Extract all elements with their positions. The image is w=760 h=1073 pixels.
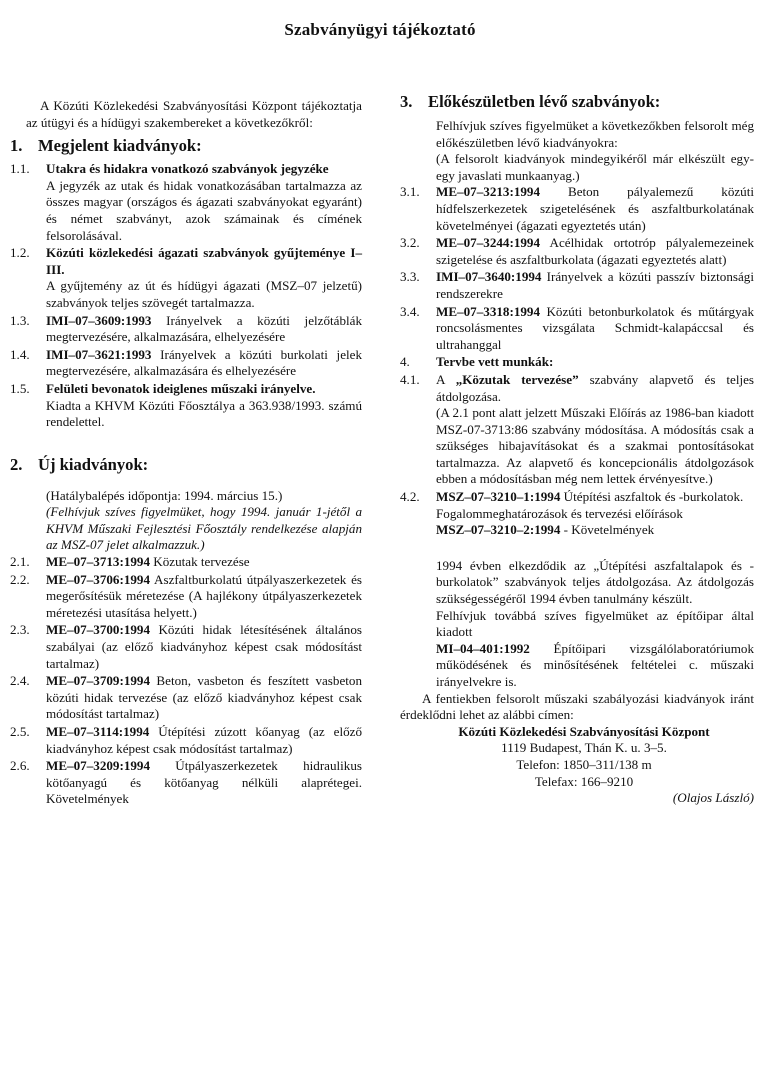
item-text: Irányelvek a közúti jelzőtáblák megtervezésére, alkalmazására, elhelyezésére bbox=[46, 312, 362, 345]
standard-code: ME–07–3209:1994 bbox=[46, 758, 151, 774]
standard-code: IMI–07–3640:1994 bbox=[436, 269, 542, 285]
list-item bbox=[10, 572, 362, 622]
item-number: 4.1. bbox=[400, 371, 420, 387]
item-note: (A 2.1 pont alatt jelzett Műszaki Előírás az 1986-ban kiadott MSZ-07-3713:86 szabvány módosítása. A módosítás csak a szükséges hibajavításokat és a szakmai pontosításokat tartalmazza. Az alapvető és koncepcionális átdolgozások ebben a módosításban még nem lettek érvényesítve.) bbox=[436, 405, 754, 487]
section-title: Tervbe vett munkák: bbox=[436, 354, 554, 370]
item-number: 1.5. bbox=[10, 380, 30, 396]
page-title: Szabványügyi tájékoztató bbox=[284, 20, 476, 39]
item-text: Útépítési zúzott kőanyag (az előző kiadványhoz képest csak módosítást tartalmaz) bbox=[46, 724, 362, 756]
item-title: Utakra és hidakra vonatkozó szabványok jegyzéke bbox=[46, 161, 329, 177]
list-item bbox=[400, 304, 754, 354]
list-item bbox=[10, 622, 362, 672]
list-item bbox=[400, 269, 754, 302]
standard-code: MI–04–401:1992 bbox=[436, 640, 530, 656]
item-number: 2.6. bbox=[10, 758, 30, 774]
standard-code: ME–07–3213:1994 bbox=[436, 184, 541, 200]
item-subtitle: Fogalommeghatározások és tervezési előírások bbox=[436, 505, 683, 521]
closing-paragraph: 1994 évben elkezdődik az „Útépítési aszfaltalapok és -burkolatok” szabványok teljes átdolgozása. Az átdolgozás szükségességéről 1994 évben tanulmány készült. bbox=[436, 557, 754, 607]
item-number: 3.2. bbox=[400, 235, 420, 251]
item-text: Útpályaszerkezetek hidraulikus kötőanyagú és kötőanyag nélküli alaprétegei. Követelmények bbox=[46, 758, 362, 807]
notice-text: (Felhívjuk szíves figyelmüket, hogy 1994. január 1-jétől a KHVM Műszaki Fejlesztési Főosztály rendelkezése alapján az MSZ-07 jelet alkalmazzuk.) bbox=[46, 504, 362, 553]
list-item bbox=[10, 758, 362, 808]
item-number: 1.4. bbox=[10, 346, 30, 362]
item-number: 1.2. bbox=[10, 245, 30, 261]
standard-code: ME–07–3713:1994 bbox=[46, 554, 151, 570]
item-text: Aszfaltburkolatú útpályaszerkezetek és megerősítésük méretezése (A hajlékony útpályaszerkezetek méretezési utasítása helyett.) bbox=[46, 571, 362, 620]
item-text: Irányelvek a közúti passzív biztonsági rendszerekre bbox=[436, 269, 754, 301]
standard-code: IMI–07–3609:1993 bbox=[46, 312, 152, 328]
list-item bbox=[400, 372, 754, 488]
standard-code: ME–07–3114:1994 bbox=[46, 724, 150, 739]
item-text: - Követelmények bbox=[560, 522, 655, 538]
item-text: Közutak tervezése bbox=[150, 554, 250, 570]
item-text: Közúti betonburkolatok és műtárgyak roncsolásmentes vizsgálata Schmidt-kalapáccsal és ultrahanggal bbox=[436, 303, 754, 352]
item-text: szabvány alapvető és teljes átdolgozása. bbox=[436, 371, 755, 404]
list-item bbox=[400, 184, 754, 234]
contact-organization: Közúti Közlekedési Szabványosítási Központ bbox=[458, 723, 710, 739]
item-text: Útépítési aszfaltok és -burkolatok. bbox=[560, 489, 744, 505]
closing-text: Építőipari vizsgálólaboratóriumok működésének és minősítésének feltételei c. műszaki irányelvekre is. bbox=[436, 640, 754, 689]
standard-code: ME–07–3244:1994 bbox=[436, 235, 541, 251]
list-item bbox=[400, 489, 754, 539]
contact-phone: Telefon: 1850–311/138 m bbox=[516, 756, 652, 772]
effective-date: (Hatálybalépés időpontja: 1994. március 15.) bbox=[46, 487, 283, 503]
section-title: Új kiadványok: bbox=[38, 454, 149, 474]
closing-paragraph: A fentiekben felsorolt műszaki szabályozási kiadványok iránt érdeklődni lehet az alábbi címen: bbox=[400, 690, 754, 723]
section-number: 1. bbox=[10, 136, 23, 156]
standard-code: IMI–07–3621:1993 bbox=[46, 346, 152, 362]
contact-address: 1119 Budapest, Thán K. u. 3–5. bbox=[501, 740, 667, 756]
contact-fax: Telefax: 166–9210 bbox=[534, 773, 634, 789]
intro-paragraph: A Közúti Közlekedési Szabványosítási Központ tájékoztatja az útügyi és a hídügyi szakembereket a következőkről: bbox=[26, 98, 362, 130]
list-item bbox=[10, 347, 362, 380]
standard-code: ME–07–3709:1994 bbox=[46, 673, 151, 689]
item-text: Irányelvek a közúti burkolati jelek megtervezésére, alkalmazására és elhelyezésére bbox=[46, 346, 362, 379]
list-item bbox=[400, 235, 754, 268]
item-number: 3.3. bbox=[400, 269, 420, 285]
standard-code: ME–07–3700:1994 bbox=[46, 622, 151, 638]
list-item bbox=[10, 381, 362, 431]
item-number: 2.4. bbox=[10, 673, 30, 689]
item-text: Acélhidak ortotróp pályalemezeinek szigetelése és aszfaltburkolata (ágazati egyeztetés alatt) bbox=[436, 235, 754, 267]
item-number: 3.4. bbox=[400, 303, 420, 319]
section-1-heading bbox=[10, 136, 362, 156]
section-title: Előkészületben lévő szabványok: bbox=[428, 92, 661, 111]
section-2-heading bbox=[10, 455, 362, 475]
right-column bbox=[400, 92, 754, 807]
standard-code: MSZ–07–3210–1:1994 bbox=[436, 489, 561, 505]
section-3-heading bbox=[400, 92, 754, 112]
list-item bbox=[10, 673, 362, 723]
item-body: A gyűjtemény az út és hídügyi ágazati (MSZ–07 jelzetű) szabványok teljes szövegét tartalmazza. bbox=[46, 278, 362, 310]
item-text: Beton, vasbeton és feszített vasbeton közúti hidak tervezése (az előző kiadványhoz képest csak módosítást tartalmaz) bbox=[46, 673, 362, 722]
section-number: 4. bbox=[400, 354, 410, 370]
closing-paragraph: Felhívjuk továbbá szíves figyelmüket az építőipar által kiadott bbox=[436, 607, 754, 640]
section-intro: Felhívjuk szíves figyelmüket a következőkben felsorolt még előkészületben lévő kiadványokra: bbox=[436, 118, 754, 150]
item-number: 1.1. bbox=[10, 161, 30, 177]
item-title: Közúti közlekedési ágazati szabványok gyűjteménye I–III. bbox=[46, 245, 362, 277]
item-number: 3.1. bbox=[400, 184, 420, 200]
item-text: Beton pályalemezű közúti hídfelszerkezetek szigetelésének és aszfaltburkolatának követelményei (ágazati egyeztetés után) bbox=[436, 184, 754, 233]
standard-code: ME–07–3318:1994 bbox=[436, 303, 541, 319]
section-intro-note: (A felsorolt kiadványok mindegyikéről már elkészült egy-egy javaslati munkaanyag.) bbox=[436, 151, 754, 183]
section-4-heading bbox=[400, 354, 754, 371]
item-text: Közúti hidak létesítésének általános szabályai (az előző kiadványhoz képest csak módosítást tartalmaz) bbox=[46, 622, 362, 671]
item-prefix: A bbox=[436, 371, 456, 387]
list-item bbox=[10, 313, 362, 346]
section-title: Megjelent kiadványok: bbox=[38, 136, 202, 156]
list-item bbox=[10, 245, 362, 311]
item-number: 2.2. bbox=[10, 571, 30, 587]
item-number: 2.1. bbox=[10, 554, 30, 570]
section-number: 2. bbox=[10, 454, 23, 474]
item-number: 4.2. bbox=[400, 489, 420, 505]
item-number: 2.3. bbox=[10, 622, 30, 638]
standard-title: „Közutak tervezése” bbox=[455, 371, 579, 387]
item-body: Kiadta a KHVM Közúti Főosztálya a 363.938/1993. számú rendelettel. bbox=[46, 397, 362, 430]
item-number: 1.3. bbox=[10, 312, 30, 328]
list-item bbox=[10, 724, 362, 757]
standard-code: ME–07–3706:1994 bbox=[46, 571, 151, 587]
list-item bbox=[10, 161, 362, 244]
left-column bbox=[10, 92, 362, 809]
author-signature: (Olajos László) bbox=[672, 790, 754, 806]
standard-code: MSZ–07–3210–2:1994 bbox=[436, 522, 561, 538]
item-body: A jegyzék az utak és hidak vonatkozásában tartalmazza az összes magyar (országos és ágazati szabványokat egyaránt) és német szabványt, azok számainak és címének felsorolásával. bbox=[46, 177, 362, 243]
item-title: Felületi bevonatok ideiglenes műszaki irányelve. bbox=[46, 380, 316, 396]
item-number: 2.5. bbox=[10, 724, 30, 739]
list-item bbox=[10, 554, 362, 571]
section-number: 3. bbox=[400, 92, 413, 111]
